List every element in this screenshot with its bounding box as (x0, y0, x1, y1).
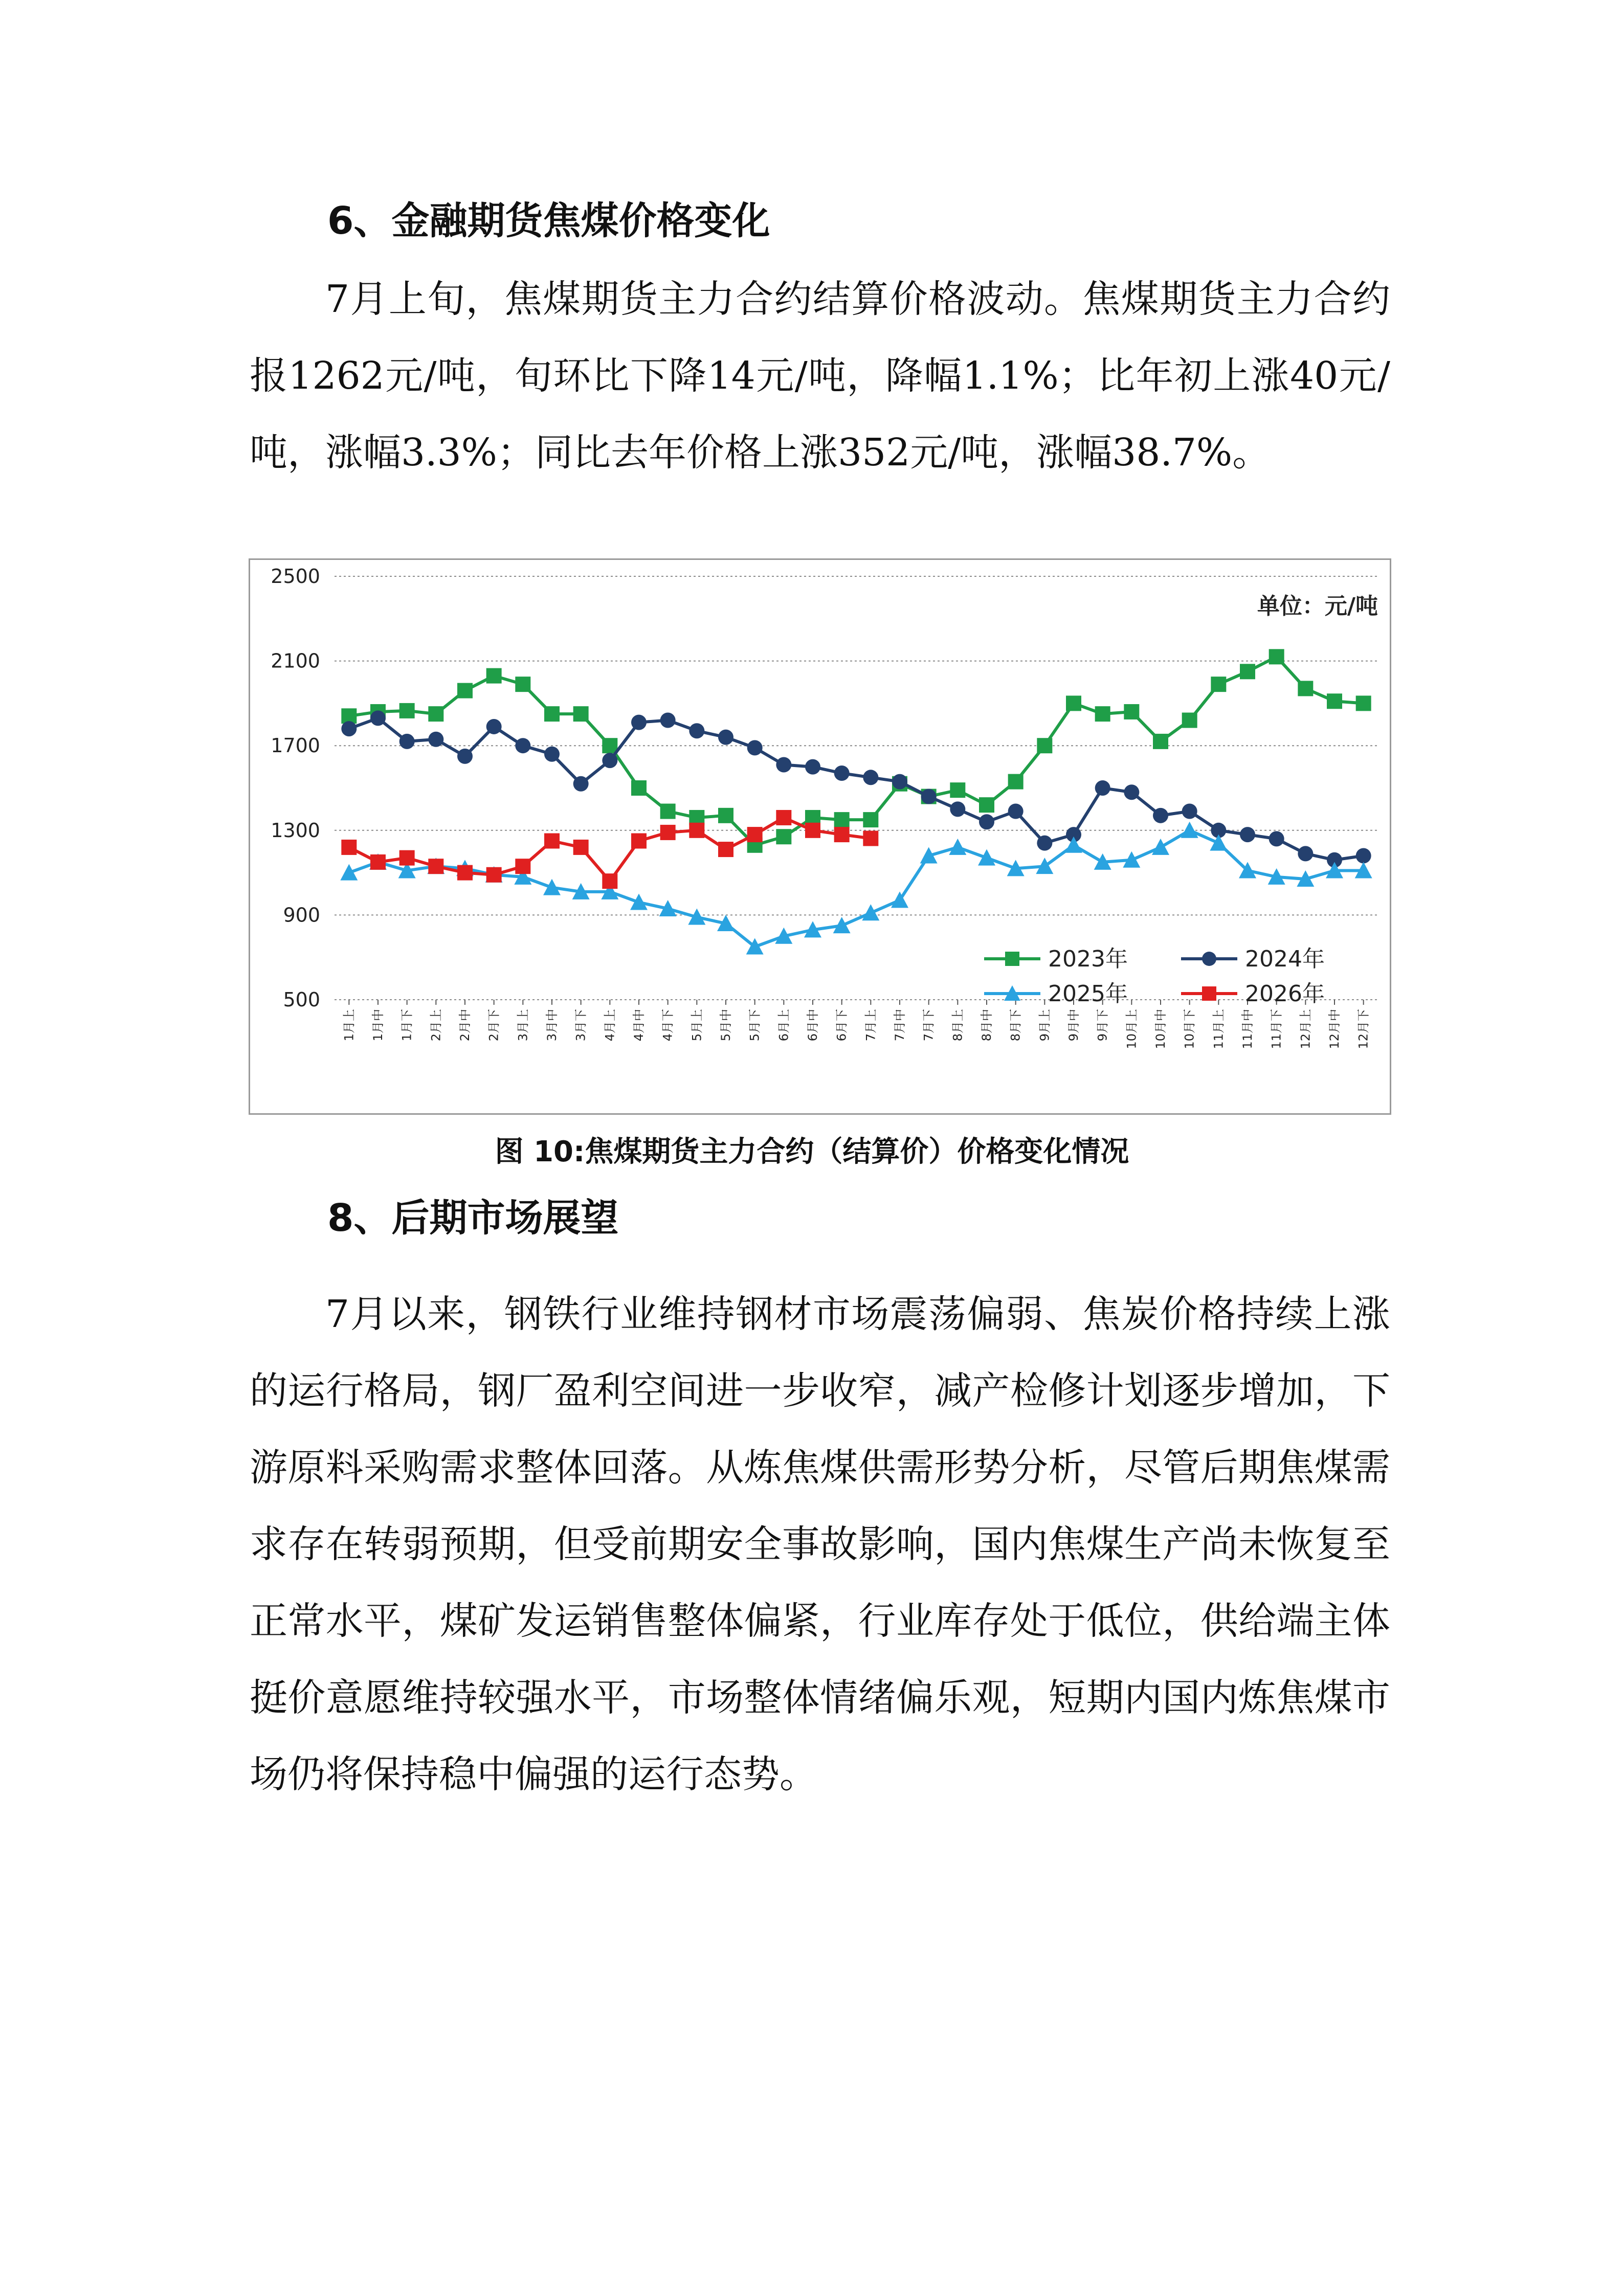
data-point (660, 825, 676, 840)
data-point (457, 683, 473, 699)
data-point (834, 812, 850, 827)
data-point (341, 840, 357, 855)
data-point (718, 842, 733, 857)
y-tick-label: 2100 (271, 649, 320, 672)
data-point (863, 770, 878, 785)
data-point (544, 834, 560, 849)
x-tick-label: 11月中 (1240, 1009, 1255, 1049)
x-tick-label: 7月上 (863, 1009, 878, 1042)
data-point (340, 864, 358, 881)
data-point (747, 740, 763, 755)
legend-label: 2024年 (1245, 946, 1325, 972)
data-point (428, 859, 443, 874)
x-tick-label: 12月上 (1298, 1009, 1313, 1049)
section-6-heading: 6、金融期货焦煤价格变化 (327, 199, 770, 243)
x-tick-label: 4月上 (603, 1009, 617, 1042)
data-point (370, 710, 386, 726)
data-point (631, 715, 647, 730)
data-point (1152, 839, 1169, 855)
data-point (1153, 808, 1168, 823)
data-point (718, 808, 733, 823)
x-tick-label: 10月中 (1153, 1009, 1168, 1049)
data-point (862, 904, 879, 920)
data-point (1095, 780, 1110, 796)
x-tick-label: 9月上 (1037, 1009, 1052, 1042)
x-tick-label: 6月上 (776, 1009, 791, 1042)
x-tick-label: 2月中 (458, 1009, 472, 1042)
x-tick-label: 10月上 (1124, 1009, 1139, 1049)
x-axis-ticks (342, 1000, 1370, 1049)
data-point (486, 668, 502, 684)
price-chart (249, 558, 1391, 1115)
data-point (1210, 835, 1227, 851)
x-tick-label: 12月下 (1356, 1009, 1371, 1049)
data-point (544, 706, 560, 722)
chart-series (340, 649, 1372, 954)
data-point (863, 812, 878, 827)
data-point (1298, 681, 1313, 696)
data-point (892, 774, 907, 790)
data-point (399, 734, 415, 749)
data-point (1124, 784, 1139, 800)
data-point (776, 757, 791, 772)
x-tick-label: 2月下 (486, 1009, 501, 1042)
data-point (631, 780, 647, 796)
data-point (776, 810, 791, 825)
legend-item (1181, 946, 1325, 972)
data-point (1037, 738, 1052, 753)
chart-legend (984, 946, 1325, 1007)
figure-caption: 图 10:焦煤期货主力合约（结算价）价格变化情况 (495, 1135, 1129, 1168)
x-tick-label: 8月下 (1008, 1009, 1023, 1042)
x-tick-label: 11月下 (1269, 1009, 1284, 1049)
data-point (573, 776, 589, 792)
legend-item (1181, 981, 1325, 1007)
x-tick-label: 7月下 (921, 1009, 936, 1042)
data-point (979, 797, 994, 813)
data-point (399, 850, 415, 866)
section-8-paragraph: 7月以来，钢铁行业维持钢材市场震荡偏弱、焦炭价格持续上涨的运行格局，钢厂盈利空间进一步收窄，减产检修计划逐步增加，下游原料采购需求整体回落。从炼焦煤供需形势分析，尽管后期焦煤需求存在转弱预期，但受前期安全事故影响，国内焦煤生产尚未恢复至正常水平，煤矿发运销售整体偏紧，行业库存处于低位，供给端主体挺价意愿维持较强水平，市场整体情绪偏乐观，短期内国内炼焦煤市场仍将保持稳中偏强的运行态势。 (250, 1292, 1390, 1796)
x-tick-label: 9月下 (1095, 1009, 1110, 1042)
data-point (573, 706, 589, 722)
legend-swatch-marker (1202, 952, 1216, 966)
x-tick-label: 12月中 (1327, 1009, 1342, 1049)
x-tick-label: 7月中 (893, 1009, 907, 1042)
x-tick-label: 3月上 (516, 1009, 530, 1042)
series-line (349, 830, 1363, 947)
data-point (399, 703, 415, 718)
data-point (428, 706, 443, 722)
data-point (921, 789, 937, 804)
data-point (630, 894, 648, 910)
legend-label: 2025年 (1048, 981, 1128, 1007)
data-point (1327, 693, 1342, 709)
x-tick-label: 5月上 (689, 1009, 704, 1042)
data-point (370, 854, 386, 870)
data-point (660, 713, 676, 728)
x-tick-label: 10月下 (1182, 1009, 1197, 1049)
data-point (515, 859, 530, 874)
data-point (689, 723, 704, 738)
data-point (776, 829, 791, 844)
section-6-paragraph: 7月上旬，焦煤期货主力合约结算价格波动。焦煤期货主力合约报1262元/吨，旬环比下降14元/吨，降幅1.1%；比年初上涨40元/吨，涨幅3.3%；同比去年价格上涨352元/吨，涨幅38.7%。 (250, 277, 1390, 475)
data-point (1066, 695, 1081, 711)
series-1 (341, 649, 1371, 852)
data-point (1008, 804, 1024, 819)
x-tick-label: 8月上 (950, 1009, 965, 1042)
data-point (457, 865, 473, 881)
legend-item (984, 946, 1128, 972)
data-point (805, 759, 820, 775)
data-point (515, 738, 530, 753)
x-tick-label: 9月中 (1066, 1009, 1081, 1042)
data-point (1269, 649, 1284, 664)
x-tick-label: 5月中 (719, 1009, 733, 1042)
data-point (1269, 831, 1284, 846)
data-point (689, 823, 704, 838)
data-point (1008, 774, 1024, 790)
x-tick-label: 2月上 (429, 1009, 443, 1042)
unit-label: 单位：元/吨 (1257, 593, 1378, 619)
data-point (747, 827, 763, 842)
data-point (1298, 846, 1313, 861)
data-point (1124, 704, 1139, 719)
price-chart-svg (250, 560, 1390, 1113)
x-tick-label: 1月下 (399, 1009, 414, 1042)
data-point (544, 747, 560, 762)
data-point (834, 766, 850, 781)
data-point (978, 849, 995, 866)
data-point (950, 801, 965, 817)
data-point (573, 840, 589, 855)
data-point (834, 827, 850, 842)
data-point (660, 804, 676, 819)
data-point (1037, 836, 1052, 851)
data-point (1356, 848, 1371, 863)
data-point (457, 749, 473, 764)
data-point (341, 721, 357, 736)
data-point (515, 677, 530, 692)
legend-label: 2023年 (1048, 946, 1128, 972)
x-tick-label: 6月下 (834, 1009, 849, 1042)
x-tick-label: 8月中 (980, 1009, 994, 1042)
x-tick-label: 3月下 (573, 1009, 588, 1042)
data-point (1095, 706, 1110, 722)
x-tick-label: 11月上 (1211, 1009, 1226, 1049)
y-tick-label: 2500 (271, 565, 320, 588)
y-axis-ticks (271, 565, 320, 1011)
data-point (1211, 677, 1226, 692)
x-tick-label: 3月中 (545, 1009, 559, 1042)
legend-item (984, 981, 1128, 1007)
data-point (1153, 734, 1168, 749)
x-tick-label: 4月下 (660, 1009, 675, 1042)
data-point (486, 719, 502, 734)
series-4 (341, 810, 878, 889)
data-point (1182, 713, 1197, 728)
data-point (631, 834, 647, 849)
data-point (1356, 695, 1371, 711)
y-tick-label: 900 (283, 904, 320, 927)
y-tick-label: 1300 (271, 819, 320, 842)
series-line (349, 818, 871, 881)
y-tick-label: 1700 (271, 734, 320, 757)
data-point (486, 867, 502, 883)
data-point (805, 823, 820, 838)
section-8-heading: 8、后期市场展望 (327, 1196, 619, 1240)
data-point (602, 873, 617, 889)
legend-swatch-marker (1202, 986, 1216, 1001)
data-point (718, 730, 733, 745)
x-tick-label: 6月中 (806, 1009, 820, 1042)
series-3 (340, 822, 1372, 955)
data-point (949, 839, 966, 855)
data-point (1182, 804, 1197, 819)
data-point (891, 891, 908, 908)
x-tick-label: 1月上 (342, 1009, 357, 1042)
x-tick-label: 1月中 (371, 1009, 385, 1042)
legend-label: 2026年 (1245, 981, 1325, 1007)
data-point (979, 814, 994, 829)
chart-grid (335, 576, 1378, 1000)
data-point (428, 732, 443, 747)
y-tick-label: 500 (283, 988, 320, 1011)
data-point (1240, 827, 1255, 842)
data-point (863, 831, 878, 846)
data-point (950, 782, 965, 798)
x-tick-label: 5月下 (747, 1009, 762, 1042)
legend-swatch-marker (1005, 952, 1019, 966)
data-point (1240, 664, 1255, 679)
data-point (602, 753, 617, 768)
x-tick-label: 4月中 (632, 1009, 646, 1042)
